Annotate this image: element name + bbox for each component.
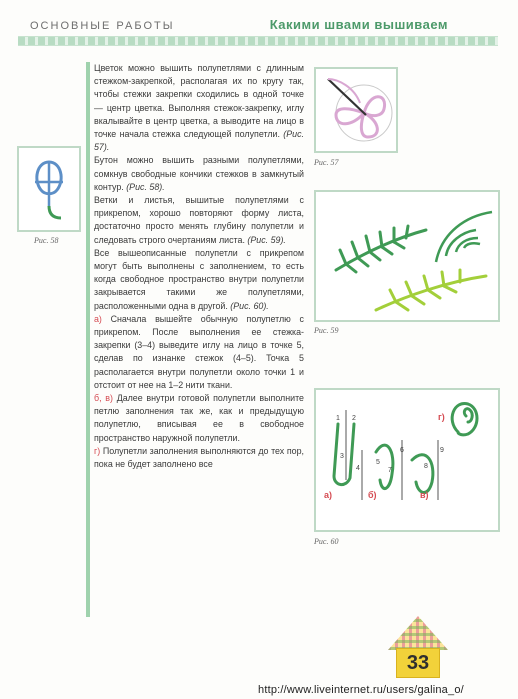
paragraph-2 <box>94 154 304 194</box>
fig60-label-v: в) <box>420 490 429 500</box>
body-text <box>94 62 304 471</box>
running-header-section: ОСНОВНЫЕ РАБОТЫ <box>30 20 175 32</box>
figure-58 <box>17 146 81 232</box>
figure-60-drawing <box>316 390 498 530</box>
header-decorative-band <box>18 36 498 46</box>
fig60-num-2: 2 <box>352 415 356 422</box>
fig60-v-loop <box>412 455 433 493</box>
fig60-num-1: 1 <box>336 415 340 422</box>
step-b-text: Далее внутри готовой полупетли выполните петлю заполнения так же, как и предыдущую полупетлю, вписывая ее в свободное пространство наружной полупетли. <box>94 393 304 443</box>
step-a-marker: а) <box>94 313 102 324</box>
figure-60 <box>314 388 500 532</box>
fig60-num-9: 9 <box>440 447 444 454</box>
figure-59 <box>314 190 500 322</box>
fig60-num-8: 8 <box>424 463 428 470</box>
column-rule <box>86 62 90 617</box>
ref-fig-58: (Рис. 58). <box>126 181 165 192</box>
figure-57 <box>314 67 398 153</box>
fig60-label-b: б) <box>368 490 377 500</box>
paragraph-4-text: Все вышеописанные полупетли с прикрепом могут быть выполнены с заполнением, то есть когда свободное пространство внутри полупетли закрывается такими же полупетлями, расположенными одна в другой. <box>94 247 304 311</box>
step-b <box>94 392 304 445</box>
fig60-g-inner <box>464 409 472 422</box>
figure-57-caption: Рис. 57 <box>314 158 339 167</box>
fig60-num-3: 3 <box>340 453 344 460</box>
fig60-a-loop <box>334 424 354 485</box>
page-number: 33 <box>396 648 440 678</box>
step-g-marker: г) <box>94 445 101 456</box>
step-b-marker: б, в) <box>94 393 113 404</box>
fig60-num-4: 4 <box>356 465 360 472</box>
fig60-label-a: а) <box>324 490 333 500</box>
fig60-num-7: 7 <box>388 467 392 474</box>
paragraph-3 <box>94 194 304 247</box>
paragraph-1-text: Цветок можно вышить полупетлями с длинным стежком-закрепкой, располагая их по кругу так, чтобы стежки закрепки сходились в одной точке — центр цветка. Выполняя стежок-закрепку, иглу вкалывайте в центр цветка, а выводите на лицо в точке начала стежка следующей полупетли. <box>94 63 304 140</box>
plaid-decoration <box>388 616 448 650</box>
figure-58-drawing <box>19 148 79 230</box>
ref-fig-57: (Рис. 57). <box>94 129 305 153</box>
step-g-text: Полупетли заполнения выполняются до тех пор, пока не будет заполнено все <box>94 445 305 470</box>
figure-58-caption: Рис. 58 <box>34 236 59 245</box>
running-header-chapter: Какими швами вышиваем <box>269 17 448 32</box>
figure-59-drawing <box>316 192 498 320</box>
ref-fig-60: (Рис. 60). <box>230 300 269 311</box>
step-g <box>94 445 304 471</box>
paragraph-1 <box>94 62 304 154</box>
paragraph-4 <box>94 247 304 313</box>
fig60-label-g: г) <box>438 412 445 422</box>
paragraph-2-text: Бутон можно вышить разными полупетлями, сомкнув свободные кончики стежков в замкнутый контур. <box>94 155 304 192</box>
ref-fig-59: (Рис. 59). <box>247 234 286 245</box>
figure-60-caption: Рис. 60 <box>314 537 339 546</box>
fig60-num-6: 6 <box>400 447 404 454</box>
paragraph-3-text: Ветки и листья, вышитые полупетлями с прикрепом, хорошо повторяют форму листа, достаточно просто менять глубину полупетли и следовать строго очертаниям листа. <box>94 195 304 245</box>
figure-59-caption: Рис. 59 <box>314 326 339 335</box>
footer-url: http://www.liveinternet.ru/users/galina_o/ <box>258 684 464 696</box>
fig60-num-5: 5 <box>376 459 380 466</box>
fig60-g-loop <box>452 403 477 434</box>
step-a <box>94 313 304 392</box>
step-a-text: Сначала вышейте обычную полупетлю с прикрепом. После выполнения ее стежка-закрепки (3–4) выведите иглу на лицо в точке 5, сделав по изнанке стежок (4–5). Точка 5 располагается внутри полупетли около точки 1 и отстоит от нее на 1–2 нити ткани. <box>94 313 304 390</box>
figure-57-drawing <box>316 69 396 151</box>
